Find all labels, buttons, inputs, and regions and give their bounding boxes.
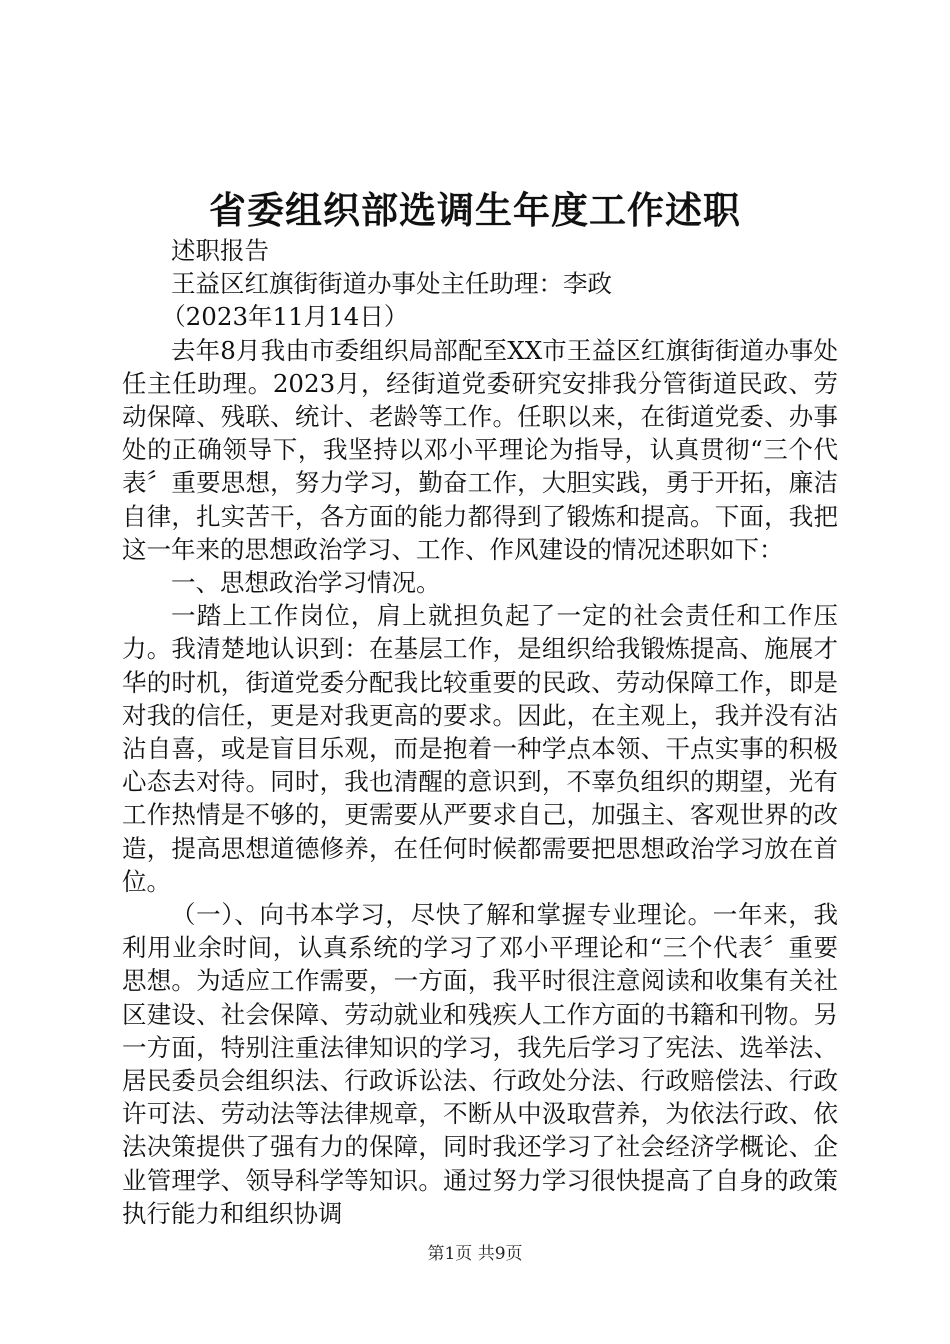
paragraph-date-line: （2023年11月14日） bbox=[161, 302, 409, 332]
section-heading-1: 一、思想政治学习情况。 bbox=[171, 568, 441, 598]
document-body bbox=[122, 234, 838, 1230]
paragraph-intro: 去年8月我由市委组织局部配至XX市王益区红旗街街道办事处任主任助理。2023月，经街道党委研究安排我分管街道民政、劳动保障、残联、统计、老龄等工作。任职以来，在街道党委、办事处的正确领导下，我坚持以邓小平理论为指导，认真贯彻“三个代表〞重要思想，努力学习，勤奋工作，大胆实践，勇于开拓，廉洁自律，扎实苦干，各方面的能力都得到了锻炼和提高。下面，我把这一年来的思想政治学习、工作、作风建设的情况述职如下： bbox=[122, 335, 838, 564]
document-title: 省委组织部选调生年度工作述职 bbox=[209, 188, 741, 232]
paragraph-report-label: 述职报告 bbox=[171, 236, 269, 265]
paragraph-section-1: 一踏上工作岗位，肩上就担负起了一定的社会责任和工作压力。我清楚地认识到：在基层工作，是组织给我锻炼提高、施展才华的时机，街道党委分配我比较重要的民政、劳动保障工作，即是对我的信任，更是对我更高的要求。因此，在主观上，我并没有沾沾自喜，或是盲目乐观，而是抱着一种学点本领、干点实事的积极心态去对待。同时，我也清醒的意识到，不辜负组织的期望，光有工作热情是不够的，更需要从严要求自己，加强主、客观世界的改造，提高思想道德修养，在任何时候都需要把思想政治学习放在首位。 bbox=[122, 601, 838, 896]
page-number-footer: 第1页 共9页 bbox=[427, 1244, 523, 1264]
paragraph-author-line: 王益区红旗街街道办事处主任助理：李政 bbox=[171, 269, 612, 299]
paragraph-subsection-1: （一）、向书本学习，尽快了解和掌握专业理论。一年来，我利用业余时间，认真系统的学习了邓小平理论和“三个代表〞重要思想。为适应工作需要，一方面，我平时很注意阅读和收集有关社区建设、社会保障、劳动就业和残疾人工作方面的书籍和刊物。另一方面，特别注重法律知识的学习，我先后学习了宪法、选举法、居民委员会组织法、行政诉讼法、行政处分法、行政赔偿法、行政许可法、劳动法等法律规章，不断从中汲取营养，为依法行政、依法决策提供了强有力的保障，同时我还学习了社会经济学概论、企业管理学、领导科学等知识。通过努力学习很快提高了自身的政策执行能力和组织协调 bbox=[122, 900, 838, 1228]
